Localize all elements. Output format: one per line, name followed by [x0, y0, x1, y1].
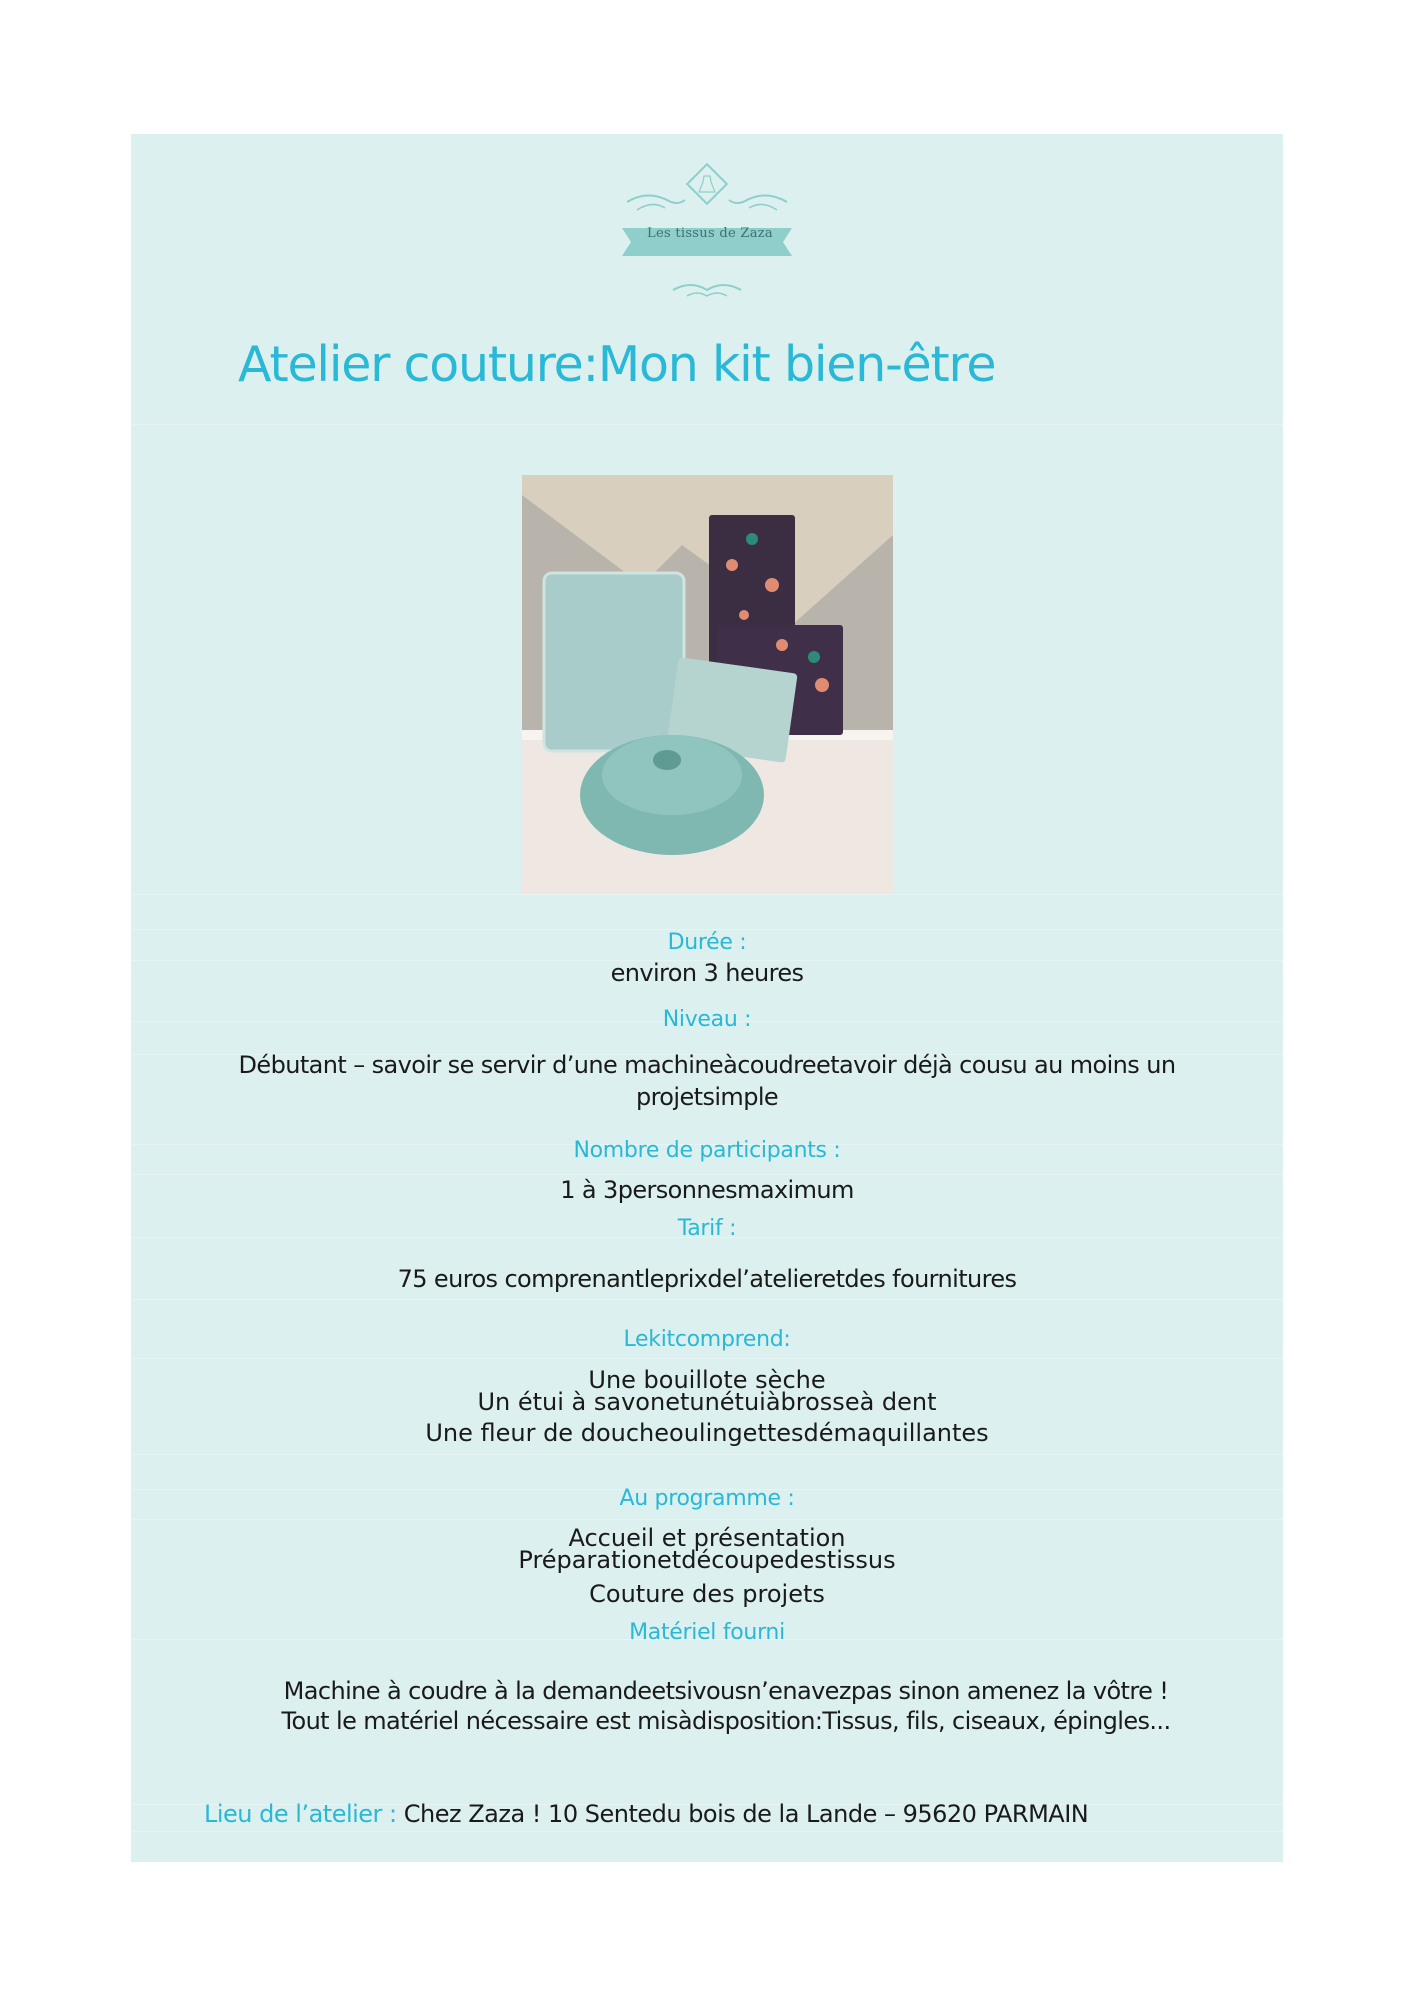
location — [204, 1800, 1088, 1828]
divider — [131, 1519, 1283, 1520]
programme-item-2: Préparationetdécoupedestissus — [518, 1546, 896, 1574]
programme-item-3: Couture des projets — [589, 1580, 825, 1608]
divider — [131, 1358, 1283, 1359]
divider — [131, 1299, 1283, 1300]
divider — [131, 424, 1283, 425]
brand-name: Les tissus de Zaza — [647, 226, 773, 241]
materiel-line-1: Machine à coudre à la demandeetsivousn’enavezpas sinon amenez la vôtre ! — [283, 1677, 1169, 1705]
tarif-value: 75 euros comprenantleprixdel’atelieretdes fournitures — [397, 1265, 1017, 1293]
dress-icon — [699, 176, 715, 192]
divider — [131, 1174, 1283, 1175]
divider — [131, 1454, 1283, 1455]
kit-item-1: Une bouillote sèche — [588, 1366, 826, 1394]
participants-heading: Nombre de participants : — [573, 1138, 841, 1163]
programme-heading: Au programme : — [619, 1486, 795, 1511]
materiel-line-2: Tout le matériel nécessaire est misàdisposition:Tissus, fils, ciseaux, épingles... — [281, 1707, 1171, 1735]
niveau-line-1: Débutant – savoir se servir d’une machineàcoudreetavoir déjà cousu au moins un — [238, 1051, 1176, 1079]
location-address: Chez Zaza ! 10 Sentedu bois de la Lande – 95620 PARMAIN — [403, 1800, 1089, 1828]
duree-heading: Durée : — [667, 930, 747, 955]
kit-item-2: Un étui à savonetunétuiàbrosseà dent — [477, 1388, 937, 1416]
participants-value: 1 à 3personnesmaximum — [560, 1176, 854, 1204]
kit-item-3: Une fleur de doucheoulingettesdémaquillantes — [425, 1419, 989, 1447]
divider — [131, 894, 1283, 895]
brand-logo — [607, 150, 807, 310]
divider — [131, 1831, 1283, 1832]
kit-photo — [522, 475, 893, 894]
kit-heading: Lekitcomprend: — [623, 1327, 791, 1352]
niveau-heading: Niveau : — [662, 1007, 752, 1032]
kit-photo-illustration — [522, 475, 893, 894]
tarif-heading: Tarif : — [677, 1216, 737, 1241]
location-label: Lieu de l’atelier : — [204, 1800, 404, 1828]
programme-item-1: Accueil et présentation — [568, 1524, 846, 1552]
materiel-heading: Matériel fourni — [629, 1620, 785, 1645]
page-title: Atelier couture:Mon kit bien-être — [238, 336, 996, 393]
duree-value: environ 3 heures — [610, 959, 804, 987]
niveau-line-2: projetsimple — [635, 1083, 779, 1111]
